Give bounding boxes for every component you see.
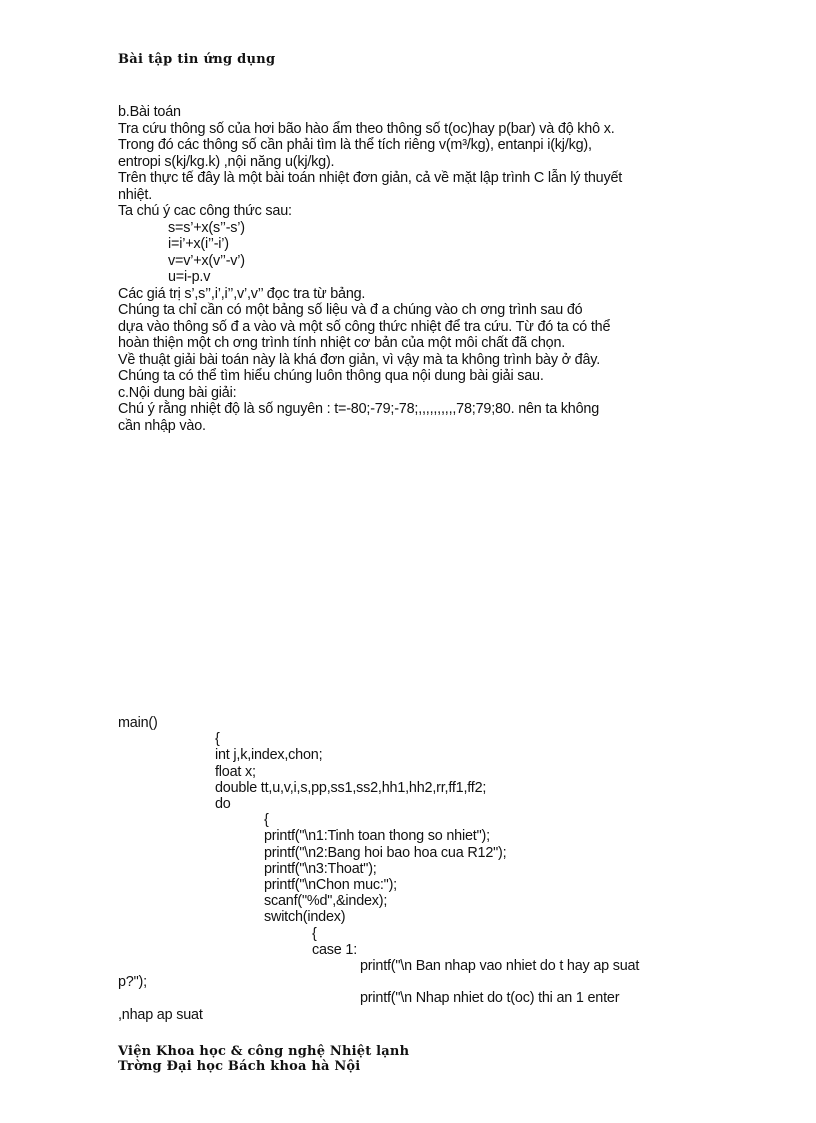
page-header: Bài tập tin ứng dụng: [118, 52, 276, 67]
text-line: Trong đó các thông số cần phải tìm là thể tích riêng v(m³/kg), entanpi i(kj/kg),: [118, 137, 592, 153]
text-line: Các giá trị s’,s’’,i’,i’’,v’,v’’ đọc tra từ bảng.: [118, 285, 366, 302]
text-line: Tra cứu thông số của hơi bão hào ẩm theo thông số t(oc)hay p(bar) và độ khô x.: [118, 120, 615, 137]
problem-description: [118, 104, 708, 434]
text-line: Trên thực tế đây là một bài toán nhiệt đơn giản, cả về mặt lập trình C lẫn lý thuyết: [118, 170, 623, 186]
text-line: Chú ý rằng nhiệt độ là số nguyên : t=-80;-79;-78;,,,,,,,,,,78;79;80. nên ta không: [118, 401, 600, 417]
formula: i=i’+x(i’’-i’): [168, 236, 229, 252]
code-line: p?");: [118, 974, 147, 991]
code-line: case 1:: [312, 941, 357, 958]
text-line: cần nhập vào.: [118, 417, 206, 434]
text-line: Chúng ta có thể tìm hiểu chúng luôn thông qua nội dung bài giải sau.: [118, 368, 544, 384]
code-line: printf("\n1:Tinh toan thong so nhiet");: [264, 828, 490, 845]
code-line: int j,k,index,chon;: [215, 747, 323, 764]
code-line: ,nhap ap suat: [118, 1006, 203, 1023]
formula: u=i-p.v: [168, 269, 211, 285]
footer-university: Trờng Đại học Bách khoa hà Nội: [118, 1059, 361, 1074]
text-line: Về thuật giải bài toán này là khá đơn giản, vì vậy mà ta không trình bày ở đây.: [118, 351, 600, 368]
section-heading: c.Nội dung bài giải:: [118, 384, 237, 401]
code-line: printf("\n Nhap nhiet do t(oc) thi an 1 enter: [360, 990, 620, 1007]
code-line: do: [215, 796, 231, 813]
code-line: main(): [118, 715, 158, 731]
code-listing: [118, 715, 639, 1023]
text-line: Ta chú ý cac công thức sau:: [118, 203, 292, 219]
text-line: entropi s(kj/kg.k) ,nội năng u(kj/kg).: [118, 153, 335, 170]
formula: v=v’+x(v’’-v’): [168, 252, 245, 269]
code-line: float x;: [215, 763, 256, 780]
section-heading: b.Bài toán: [118, 104, 181, 120]
code-line: switch(index): [264, 909, 346, 926]
code-line: printf("\n2:Bang hoi bao hoa cua R12");: [264, 844, 507, 861]
formula: s=s’+x(s’’-s’): [168, 219, 245, 236]
footer-institute: Viện Khoa học & công nghệ Nhiệt lạnh: [118, 1044, 410, 1059]
code-line: {: [312, 925, 317, 942]
code-line: printf("\nChon muc:");: [264, 877, 397, 894]
code-line: double tt,u,v,i,s,pp,ss1,ss2,hh1,hh2,rr,ff1,ff2;: [215, 779, 487, 796]
page-footer: [118, 1044, 409, 1074]
text-line: dựa vào thông số đ a vào và một số công thức nhiệt để tra cứu. Từ đó ta có thể: [118, 318, 611, 335]
code-line: printf("\n Ban nhap vao nhiet do t hay ap suat: [360, 958, 640, 975]
code-line: printf("\n3:Thoat");: [264, 860, 377, 877]
text-line: hoàn thiện một ch ơng trình tính nhiệt cơ bản của một môi chất đã chọn.: [118, 335, 566, 351]
text-line: nhiệt.: [118, 186, 153, 203]
code-line: {: [215, 731, 220, 748]
code-line: scanf("%d",&index);: [264, 893, 388, 910]
text-line: Chúng ta chỉ cần có một bảng số liệu và đ a chúng vào ch ơng trình sau đó: [118, 302, 583, 318]
code-line: {: [264, 812, 269, 829]
